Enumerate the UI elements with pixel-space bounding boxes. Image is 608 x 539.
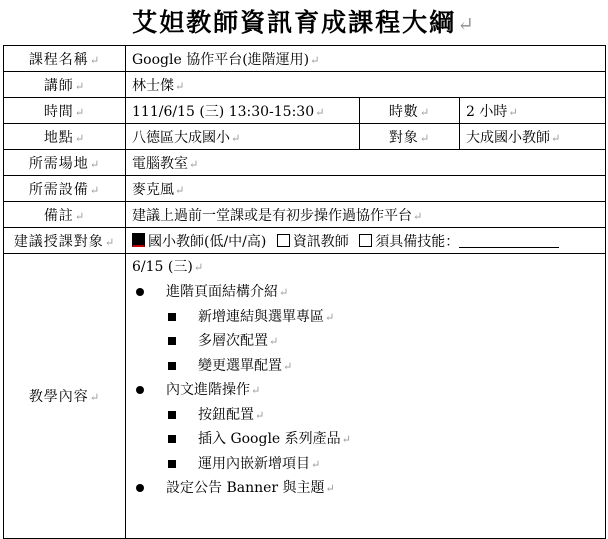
value-audience: 大成國小教師↵ xyxy=(460,124,606,150)
label-target: 建議授課對象↵ xyxy=(4,228,126,254)
checkbox-it-teacher[interactable] xyxy=(277,234,290,247)
bullet-dot-icon xyxy=(136,386,144,394)
paragraph-mark-icon: ↵ xyxy=(283,359,293,373)
page-title: 艾妲教師資訊育成課程大綱↵ xyxy=(132,8,476,37)
outline-subitem: 新增連結與選單專區↵ xyxy=(132,305,599,330)
paragraph-mark-icon: ↵ xyxy=(255,408,265,422)
paragraph-mark-icon: ↵ xyxy=(89,183,101,197)
row-target xyxy=(4,228,606,254)
bullet-square-icon xyxy=(168,362,176,370)
label-lecturer: 講師↵ xyxy=(4,72,126,98)
content-outline xyxy=(132,280,599,501)
value-course-name: Google 協作平台(進階運用)↵ xyxy=(126,46,606,72)
row-content xyxy=(4,254,606,539)
outline-item: 設定公告 Banner 與主題↵ xyxy=(132,476,599,501)
outline-item: 進階頁面結構介紹↵ xyxy=(132,280,599,305)
outline-sublist-wrapper xyxy=(132,403,599,477)
paragraph-mark-icon: ↵ xyxy=(175,183,185,197)
label-time: 時間↵ xyxy=(4,98,126,124)
paragraph-mark-icon: ↵ xyxy=(89,53,101,67)
paragraph-mark-icon: ↵ xyxy=(311,457,321,471)
bullet-square-icon xyxy=(168,460,176,468)
row-place xyxy=(4,124,606,150)
paragraph-mark-icon: ↵ xyxy=(89,157,101,171)
bullet-square-icon xyxy=(168,435,176,443)
outline-sublist xyxy=(132,305,599,379)
checkbox-elementary-teacher[interactable] xyxy=(132,233,145,247)
outline-sublist-wrapper xyxy=(132,305,599,379)
paragraph-mark-icon: ↵ xyxy=(341,433,352,446)
paragraph-mark-icon: ↵ xyxy=(104,235,116,249)
label-audience: 對象↵ xyxy=(360,124,460,150)
outline-subitem: 按鈕配置↵ xyxy=(132,403,599,428)
paragraph-mark-icon: ↵ xyxy=(457,12,476,36)
bullet-square-icon xyxy=(168,313,176,321)
option-it-teacher: 資訊教師 xyxy=(292,233,349,250)
paragraph-mark-icon: ↵ xyxy=(279,286,289,299)
paragraph-mark-icon: ↵ xyxy=(269,335,279,348)
paragraph-mark-icon: ↵ xyxy=(74,209,86,223)
option-elementary-teacher: 國小教師(低/中/高) xyxy=(148,233,267,250)
row-remarks xyxy=(4,202,606,228)
value-target xyxy=(126,228,606,254)
outline-subitem: 插入 Google 系列產品↵ xyxy=(132,427,599,452)
syllabus-table xyxy=(3,45,606,539)
content-date: 6/15 (三)↵ xyxy=(132,259,204,275)
paragraph-mark-icon: ↵ xyxy=(315,105,325,119)
paragraph-mark-icon: ↵ xyxy=(310,53,320,67)
paragraph-mark-icon: ↵ xyxy=(89,391,101,404)
bullet-square-icon xyxy=(168,411,176,419)
row-time xyxy=(4,98,606,124)
outline-subitem: 變更選單配置↵ xyxy=(132,354,599,379)
paragraph-mark-icon: ↵ xyxy=(74,79,86,93)
label-equipment: 所需設備↵ xyxy=(4,176,126,202)
label-course-name: 課程名稱↵ xyxy=(4,46,126,72)
value-remarks: 建議上過前一堂課或是有初步操作過協作平台↵ xyxy=(126,202,606,228)
skills-blank-line[interactable] xyxy=(459,235,559,248)
paragraph-mark-icon: ↵ xyxy=(231,131,241,145)
paragraph-mark-icon: ↵ xyxy=(74,105,86,119)
paragraph-mark-icon: ↵ xyxy=(419,131,431,145)
paragraph-mark-icon: ↵ xyxy=(189,157,199,171)
bullet-dot-icon xyxy=(136,484,144,492)
paragraph-mark-icon: ↵ xyxy=(175,79,185,93)
row-venue xyxy=(4,150,606,176)
paragraph-mark-icon: ↵ xyxy=(551,131,561,145)
label-hours: 時數↵ xyxy=(360,98,460,124)
paragraph-mark-icon: ↵ xyxy=(325,482,335,495)
paragraph-mark-icon: ↵ xyxy=(508,105,518,119)
paragraph-mark-icon: ↵ xyxy=(325,310,335,324)
paragraph-mark-icon: ↵ xyxy=(193,261,204,274)
paragraph-mark-icon: ↵ xyxy=(413,209,423,223)
value-content xyxy=(126,254,606,539)
label-venue: 所需場地↵ xyxy=(4,150,126,176)
row-course-name xyxy=(4,46,606,72)
option-required-skills: 須具備技能： xyxy=(375,233,460,250)
paragraph-mark-icon: ↵ xyxy=(74,131,86,145)
value-time: 111/6/15 (三) 13:30-15:30↵ xyxy=(126,98,360,124)
row-lecturer xyxy=(4,72,606,98)
outline-subitem: 運用內嵌新增項目↵ xyxy=(132,452,599,477)
label-remarks: 備註↵ xyxy=(4,202,126,228)
value-venue: 電腦教室↵ xyxy=(126,150,606,176)
value-hours: 2 小時↵ xyxy=(460,98,606,124)
bullet-dot-icon xyxy=(136,288,144,296)
outline-item: 內文進階操作↵ xyxy=(132,378,599,403)
bullet-square-icon xyxy=(168,337,176,345)
label-place: 地點↵ xyxy=(4,124,126,150)
label-content: 教學內容↵ xyxy=(4,254,126,539)
value-place: 八德區大成國小↵ xyxy=(126,124,360,150)
paragraph-mark-icon: ↵ xyxy=(419,105,431,119)
paragraph-mark-icon: ↵ xyxy=(251,384,261,397)
row-equipment xyxy=(4,176,606,202)
outline-sublist xyxy=(132,403,599,477)
value-lecturer: 林士傑↵ xyxy=(126,72,606,98)
outline-subitem: 多層次配置↵ xyxy=(132,329,599,354)
value-equipment: 麥克風↵ xyxy=(126,176,606,202)
checkbox-required-skills[interactable] xyxy=(359,234,372,247)
